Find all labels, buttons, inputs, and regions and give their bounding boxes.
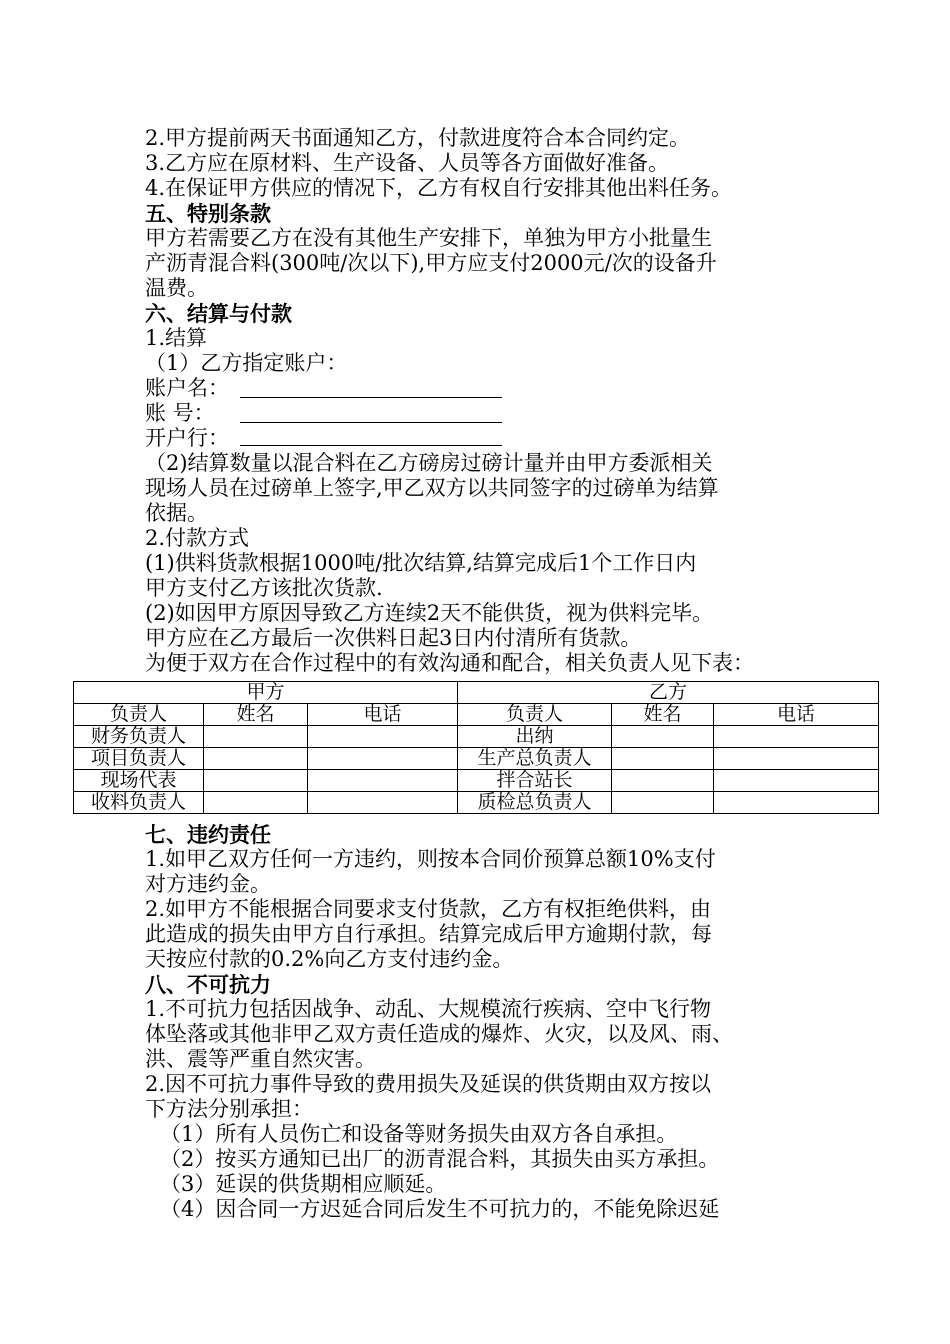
table-cell xyxy=(714,792,879,814)
clause-line: （3）延误的供货期相应顺延。 xyxy=(160,1172,447,1196)
table-cell: 拌合站长 xyxy=(458,770,612,792)
clause-line: 天按应付款的0.2%向乙方支付违约金。 xyxy=(145,947,514,971)
clause-line: （1）所有人员伤亡和设备等财务损失由双方各自承担。 xyxy=(160,1122,678,1146)
table-cell xyxy=(612,770,714,792)
clause-line: 4.在保证甲方供应的情况下，乙方有权自行安排其他出料任务。 xyxy=(145,176,733,200)
clause-line: 此造成的损失由甲方自行承担。结算完成后甲方逾期付款，每 xyxy=(145,922,712,946)
table-cell xyxy=(714,748,879,770)
table-cell xyxy=(308,748,458,770)
table-row xyxy=(74,748,879,770)
clause-line: （4）因合同一方迟延合同后发生不可抗力的，不能免除迟延 xyxy=(160,1197,720,1221)
table-cell: 收料负责人 xyxy=(74,792,204,814)
bank-label: 开户行： xyxy=(145,426,229,450)
clause-line: 1.不可抗力包括因战争、动乱、大规模流行疾病、空中飞行物 xyxy=(145,997,712,1021)
table-cell xyxy=(714,770,879,792)
table-cell xyxy=(308,792,458,814)
table-cell xyxy=(204,726,308,748)
clause-line: （2)结算数量以混合料在乙方磅房过磅计量并由甲方委派相关 xyxy=(145,451,713,475)
clause-line: 下方法分别承担： xyxy=(145,1097,313,1121)
section-heading: 七、违约责任 xyxy=(145,822,271,847)
table-row xyxy=(74,792,879,814)
clause-line: 产沥青混合料(300吨/次以下),甲方应支付2000元/次的设备升 xyxy=(145,251,717,275)
clause-line: 2.付款方式 xyxy=(145,526,250,550)
table-cell: 现场代表 xyxy=(74,770,204,792)
table-cell: 生产总负责人 xyxy=(458,748,612,770)
table-cell: 出纳 xyxy=(458,726,612,748)
section-heading: 八、不可抗力 xyxy=(145,972,271,997)
section-heading: 六、结算与付款 xyxy=(145,301,292,326)
table-cell xyxy=(308,770,458,792)
clause-line: 甲方若需要乙方在没有其他生产安排下，单独为甲方小批量生 xyxy=(145,226,712,250)
clause-line: 2.甲方提前两天书面通知乙方，付款进度符合本合同约定。 xyxy=(145,126,691,150)
table-cell xyxy=(204,748,308,770)
party-b-header: 乙方 xyxy=(458,682,879,704)
clause-line: 3.乙方应在原材料、生产设备、人员等各方面做好准备。 xyxy=(145,151,670,175)
account-name-blank xyxy=(240,397,502,398)
table-cell: 财务负责人 xyxy=(74,726,204,748)
clause-line: 甲方应在乙方最后一次供料日起3日内付清所有货款。 xyxy=(145,626,642,650)
clause-line: 2.如甲方不能根据合同要求支付货款，乙方有权拒绝供料，由 xyxy=(145,897,712,921)
clause-line: 洪、震等严重自然灾害。 xyxy=(145,1047,376,1071)
party-a-header: 甲方 xyxy=(74,682,458,704)
account-number-blank xyxy=(240,422,502,423)
clause-line: (1)供料货款根据1000吨/批次结算,结算完成后1个工作日内 xyxy=(145,551,697,575)
column-header: 电话 xyxy=(308,704,458,726)
table-cell xyxy=(204,770,308,792)
clause-line: 2.因不可抗力事件导致的费用损失及延误的供货期由双方按以 xyxy=(145,1072,712,1096)
contacts-table xyxy=(73,681,879,814)
column-header: 姓名 xyxy=(204,704,308,726)
clause-line: 体坠落或其他非甲乙双方责任造成的爆炸、火灾，以及风、雨、 xyxy=(145,1022,733,1046)
table-header-row xyxy=(74,704,879,726)
table-cell xyxy=(308,726,458,748)
table-cell xyxy=(612,748,714,770)
table-row xyxy=(74,770,879,792)
clause-line: 对方违约金。 xyxy=(145,872,271,896)
clause-line: （1）乙方指定账户： xyxy=(145,351,348,375)
clause-line: 甲方支付乙方该批次货款. xyxy=(145,576,383,600)
section-heading: 五、特别条款 xyxy=(145,201,271,226)
clause-line: 1.结算 xyxy=(145,326,208,350)
table-cell: 质检总负责人 xyxy=(458,792,612,814)
table-row xyxy=(74,726,879,748)
clause-line: 1.如甲乙双方任何一方违约，则按本合同价预算总额10%支付 xyxy=(145,847,716,871)
clause-line: 为便于双方在合作过程中的有效沟通和配合，相关负责人见下表： xyxy=(145,651,754,675)
table-cell xyxy=(714,726,879,748)
column-header: 姓名 xyxy=(612,704,714,726)
column-header: 电话 xyxy=(714,704,879,726)
column-header: 负责人 xyxy=(74,704,204,726)
account-name-label: 账户名： xyxy=(145,376,229,400)
clause-line: 依据。 xyxy=(145,501,208,525)
clause-line: 现场人员在过磅单上签字,甲乙双方以共同签字的过磅单为结算 xyxy=(145,476,719,500)
clause-line: 温费。 xyxy=(145,276,208,300)
table-cell: 项目负责人 xyxy=(74,748,204,770)
bank-blank xyxy=(240,445,502,446)
account-number-label: 账 号： xyxy=(145,401,215,425)
clause-line: （2）按买方通知已出厂的沥青混合料，其损失由买方承担。 xyxy=(160,1147,720,1171)
table-cell xyxy=(204,792,308,814)
table-party-row xyxy=(74,682,879,704)
table-cell xyxy=(612,792,714,814)
table-cell xyxy=(612,726,714,748)
clause-line: (2)如因甲方原因导致乙方连续2天不能供货，视为供料完毕。 xyxy=(145,601,714,625)
column-header: 负责人 xyxy=(458,704,612,726)
